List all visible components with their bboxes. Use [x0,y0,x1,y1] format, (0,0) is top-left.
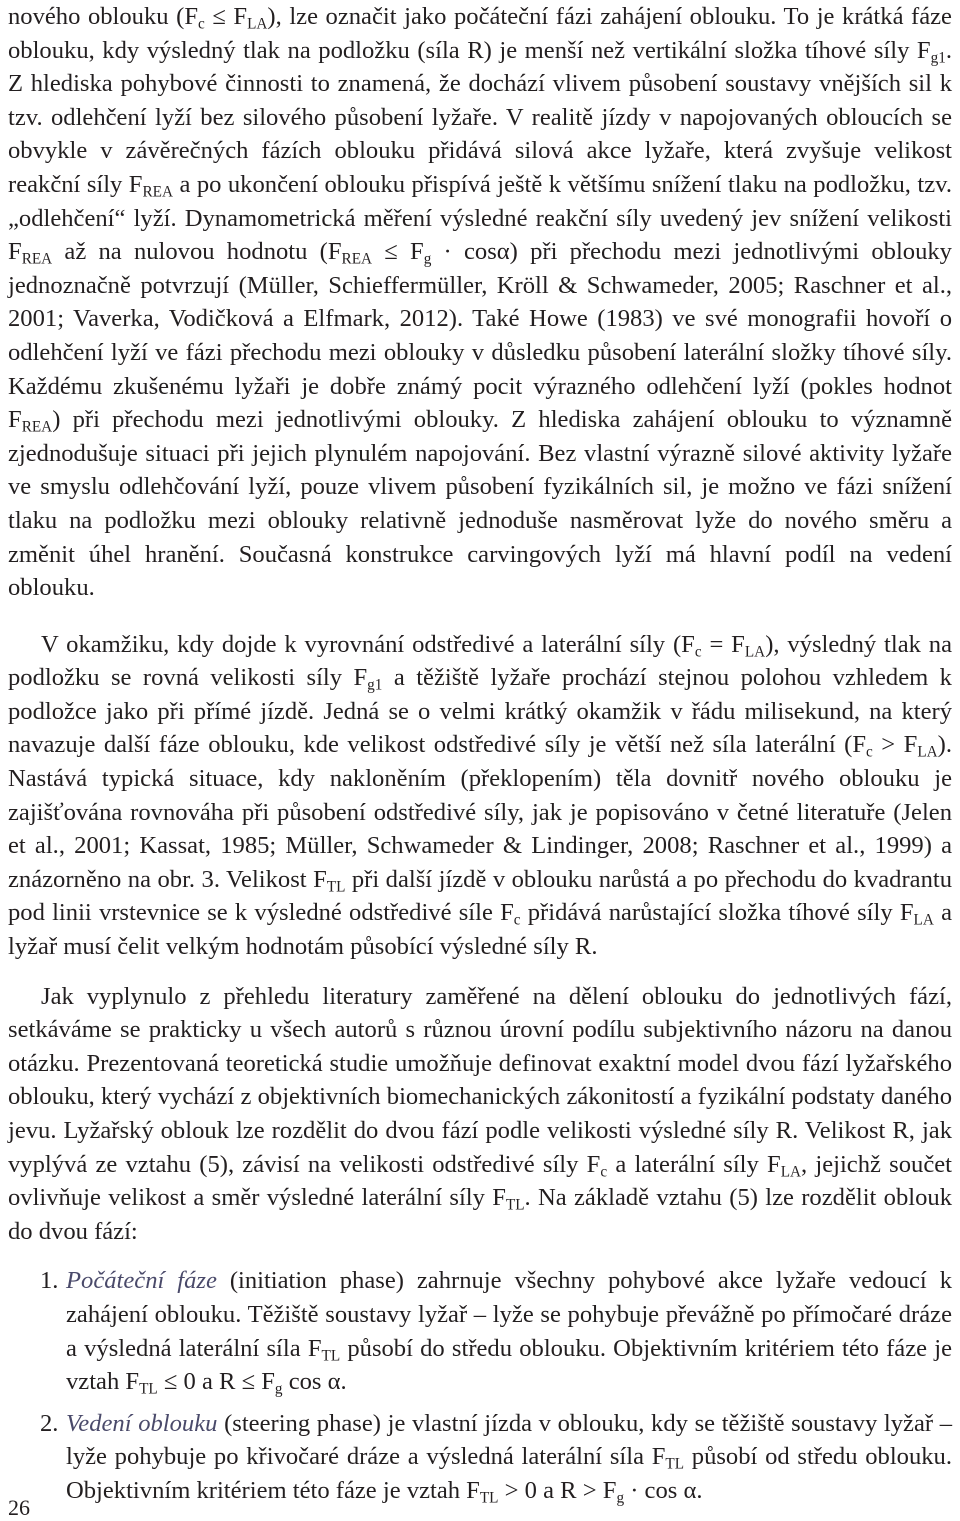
list-item [8,1264,952,1398]
subscript: c [600,1162,608,1180]
text-run: při další jízdě v oblouku narůstá a po přechodu do kvadrantu pod linii vrstevnice se k výsledné odstředivé síle F [8,865,952,927]
text-run: . Z hlediska pohybové činnosti to znamená, že dochází vlivem působení soustavy vnějších sil k tzv. odlehčení lyží bez silového působení lyžaře. V realitě jízdy v napojovaných obloucích se obvykle v závěrečných fázích oblouku přidává silová akce lyžaře, která zvyšuje velikost reakční síly F [8,36,952,198]
text-run: = F [701,630,745,658]
text-run: > F [872,731,918,759]
subscript: g1 [367,676,383,694]
subscript: c [513,911,521,929]
subscript: c [866,743,873,761]
subscript: g [616,1489,625,1507]
list-number: 1. [40,1267,59,1295]
text-run: ), výsledný tlak na podložku se rovná velikosti síly F [8,630,952,692]
text-run: cos α. [282,1368,347,1396]
text-run: . Na základě vztahu (5) lze rozdělit oblouk do dvou fází: [8,1184,952,1245]
text-run: přidává narůstající složka tíhové síly F [520,899,914,927]
subscript: REA [341,250,373,268]
text-run: a laterální síly F [607,1150,781,1178]
subscript: REA [142,183,173,201]
subscript: LA [913,911,934,929]
text-run: · cos α. [624,1476,703,1504]
list-item [8,1407,952,1508]
text-run: ≤ 0 a R ≤ F [157,1368,275,1396]
paragraph-centrifugal-balance [8,628,952,964]
text-run: ≤ F [372,238,424,266]
text-run: a lyžař musí čelit velkým hodnotám působící výsledné síly R. [8,899,952,961]
subscript: TL [505,1196,525,1214]
phase-term: Počáteční fáze [66,1267,217,1295]
paragraph-gap [8,964,952,980]
text-run: > 0 a R > F [498,1476,617,1504]
subscript: LA [247,15,268,33]
paragraph-gap [8,605,952,628]
text-run: (initiation phase) zahrnuje všechny pohybové akce lyžaře vedoucí k zahájení oblouku. Těžiště soustavy lyžař – lyže se pohybuje převážně po přímočaré dráze a výsledná laterální síla F [66,1267,953,1362]
subscript: TL [665,1455,685,1473]
subscript: g1 [930,48,946,66]
subscript: TL [321,1346,341,1364]
text-run: až na nulovou hodnotu (F [52,238,342,266]
paragraph-initiation-phase [8,0,952,605]
phase-term: Vedení oblouku [66,1409,218,1437]
paragraph-phase-model [8,980,952,1249]
text-run: ). Nastává typická situace, kdy nakloněním (překlopením) těla dovnitř nového oblouku je zajišťována rovnováha při působení odstředivé síly, jak je popisováno v četné literatuře (Jelen et al., 2001; Kassat, 1985; Müller, Schwameder & Lindinger, 2008; Raschner et al., 1999) a znázorněno na obr. 3. Velikost F [8,731,952,893]
text-run: V okamžiku, kdy dojde k vyrovnání odstředivé a laterální síly (F [41,630,695,658]
subscript: LA [744,642,766,660]
subscript: TL [479,1489,499,1507]
text-run: nového oblouku (F [8,3,198,30]
text-run: a těžiště lyžaře prochází stejnou polohou vzhledem k podložce jako při přímé jízdě. Jedná se o velmi krátký okamžik v řádu milisekund, na který navazuje další fáze oblouku, kde velikost odstředivé síly je větší než síla laterální (F [8,664,952,759]
subscript: g [274,1380,283,1398]
text-run: , jejichž součet ovlivňuje velikost a směr výsledné laterální síly F [8,1150,952,1212]
subscript: g [423,250,432,268]
text-run: působí do středu oblouku. Objektivním kritériem této fáze je vztah F [66,1334,952,1396]
subscript: c [694,642,702,660]
list-number: 2. [40,1409,59,1437]
subscript: TL [326,878,346,896]
page-number: 26 [8,1495,30,1520]
text-run: působí od středu oblouku. Objektivním kritériem této fáze je vztah F [66,1443,952,1504]
text-run: ≤ F [204,3,248,30]
text-run: Jak vyplynulo z přehledu literatury zaměřené na dělení oblouku do jednotlivých fází, setkáváme se prakticky u všech autorů s různou úrovní podílu subjektivního názoru na danou otázku. Prezentovaná teoretická studie umožňuje definovat exaktní model dvou fází lyžařského oblouku, který vychází z objektivních biomechanických zákonitostí a fyzikální podstaty daného jevu. Lyžařský oblouk lze rozdělit do dvou fází podle velikosti výsledné síly R. Velikost R, jak vyplývá ze vztahu (5), závisí na velikosti odstředivé síly F [8,982,952,1178]
subscript: TL [139,1380,158,1398]
subscript: c [198,15,205,33]
text-run: ), lze označit jako počáteční fázi zahájení oblouku. To je krátká fáze oblouku, kdy výsledný tlak na podložku (síla R) je menší než vertikální složka tíhové síly F [8,3,952,64]
text-run: (steering phase) je vlastní jízda v oblouku, kdy se těžiště soustavy lyžař – lyže pohybuje po křivočaré dráze a výsledná laterální síla F [66,1409,952,1471]
text-run: ) při přechodu mezi jednotlivými oblouky. Z hlediska zahájení oblouku to významně zjednodušuje situaci při jejich plynulém napojování. Bez vlastní výrazně silové aktivity lyžaře ve smyslu odlehčování lyží, pouze vlivem působení fyzikálních sil, je možno ve fázi snížení tlaku na podložku mezi oblouky relativně jednoduše nasměrovat lyže do nového směru a změnit úhel hranění. Současná konstrukce carvingových lyží má hlavní podíl na vedení oblouku. [8,406,952,602]
text-run: · cosα) při přechodu mezi jednotlivými oblouky jednoznačně potvrzují (Müller, Schieffermüller, Kröll & Schwameder, 2005; Raschner et al., 2001; Vaverka, Vodičková a Elfmark, 2012). Také Howe (1983) ve své monografii hovoří o odlehčení lyží ve fázi přechodu mezi oblouky v důsledku působení laterální složky tíhové síly. Každému zkušenému lyžaři je dobře známý pocit výrazného odlehčení lyží (pokles hodnot F [8,238,952,434]
paragraph-gap [8,1248,952,1264]
subscript: LA [780,1162,802,1180]
subscript: LA [917,743,938,761]
phase-list [8,1264,952,1507]
subscript: REA [21,418,53,436]
page [8,0,952,1508]
subscript: REA [21,250,53,268]
text-run: a po ukončení oblouku přispívá ještě k většímu snížení tlaku na podložku, tzv. „odlehčení“ lyží. Dynamometrická měření výsledné reakční síly uvedený jev snížení velikosti F [8,170,952,266]
